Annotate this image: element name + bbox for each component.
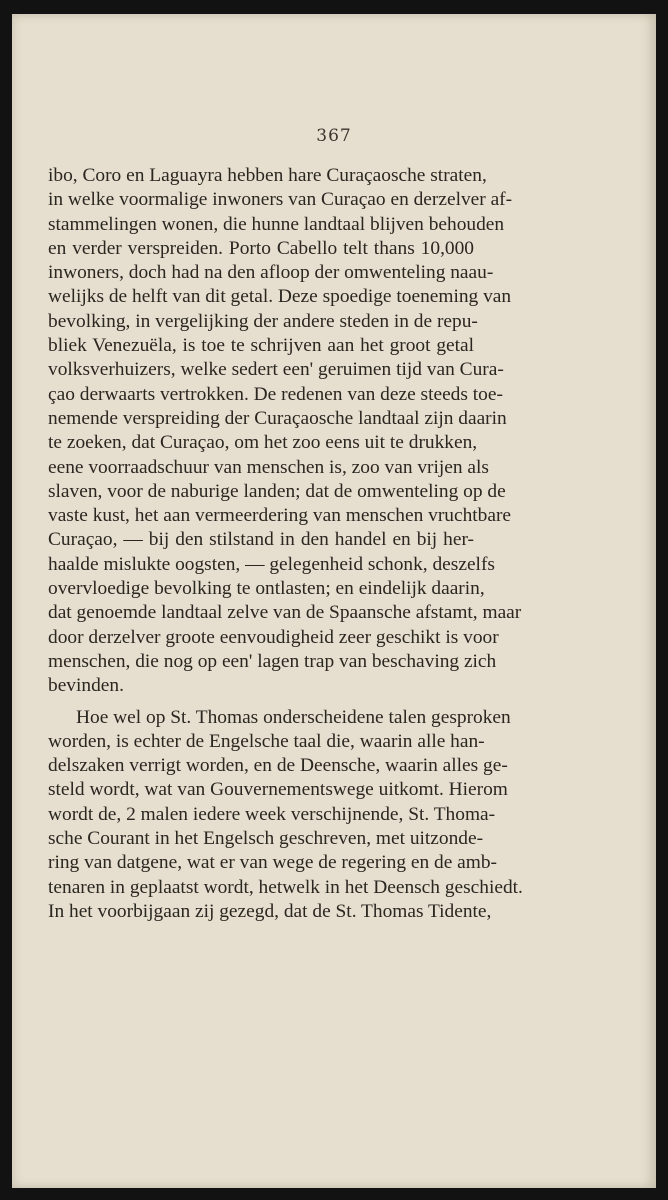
body-text bbox=[48, 164, 523, 924]
text-line: wordt de, 2 malen iedere week verschijnende, St. Thoma- bbox=[48, 803, 496, 825]
text-line: In het voorbijgaan zij gezegd, dat de St. Thomas Tidente, bbox=[48, 900, 492, 922]
text-line: stammelingen wonen, die hunne landtaal blijven behouden bbox=[48, 213, 505, 235]
text-line: inwoners, doch had na den afloop der omwenteling naau- bbox=[48, 262, 494, 284]
text-line: tenaren in geplaatst wordt, hetwelk in het Deensch geschiedt. bbox=[48, 876, 523, 898]
text-line: steld wordt, wat van Gouvernementswege uitkomt. Hierom bbox=[48, 779, 508, 801]
text-line: door derzelver groote eenvoudigheid zeer geschikt is voor bbox=[48, 626, 499, 648]
text-line: bliek Venezuëla, is toe te schrijven aan het groot getal bbox=[48, 335, 474, 357]
text-line: overvloedige bevolking te ontlasten; en eindelijk daarin, bbox=[48, 578, 485, 600]
paragraph bbox=[48, 164, 522, 699]
text-line: sche Courant in het Engelsch geschreven, met uitzonde- bbox=[48, 828, 484, 850]
text-line: delszaken verrigt worden, en de Deensche, waarin alles ge- bbox=[48, 755, 508, 777]
text-line: in welke voormalige inwoners van Curaçao en derzelver af- bbox=[48, 189, 513, 211]
paragraph-gap bbox=[48, 699, 474, 706]
text-line: bevinden. bbox=[48, 675, 124, 697]
text-line: ibo, Coro en Laguayra hebben hare Curaçaosche straten, bbox=[48, 165, 487, 186]
text-line: Curaçao, — bij den stilstand in den handel en bij her- bbox=[48, 529, 474, 551]
text-line: welijks de helft van dit getal. Deze spoedige toeneming van bbox=[48, 286, 512, 308]
text-line: vaste kust, het aan vermeerdering van menschen vruchtbare bbox=[48, 505, 512, 527]
book-page bbox=[12, 14, 656, 1188]
paragraph bbox=[48, 706, 523, 925]
text-line: Hoe wel op St. Thomas onderscheidene talen gesproken bbox=[76, 706, 511, 728]
text-line: worden, is echter de Engelsche taal die, waarin alle han- bbox=[48, 730, 485, 752]
text-line: te zoeken, dat Curaçao, om het zoo eens uit te drukken, bbox=[48, 432, 478, 454]
page-number: 367 bbox=[316, 126, 352, 146]
text-line: slaven, voor de naburige landen; dat de omwenteling op de bbox=[48, 480, 506, 502]
text-line: volksverhuizers, welke sedert een' geruimen tijd van Cura- bbox=[48, 359, 504, 381]
text-line: en verder verspreiden. Porto Cabello telt thans 10,000 bbox=[48, 237, 474, 259]
text-line: bevolking, in vergelijking der andere steden in de repu- bbox=[48, 310, 478, 332]
text-line: çao derwaarts vertrokken. De redenen van deze steeds toe- bbox=[48, 383, 503, 405]
text-line: eene voorraadschuur van menschen is, zoo van vrijen als bbox=[48, 456, 489, 478]
text-line: menschen, die nog op een' lagen trap van beschaving zich bbox=[48, 650, 497, 672]
text-line: dat genoemde landtaal zelve van de Spaansche afstamt, maar bbox=[48, 602, 522, 624]
text-line: haalde mislukte oogsten, — gelegenheid schonk, deszelfs bbox=[48, 553, 495, 575]
text-line: nemende verspreiding der Curaçaosche landtaal zijn daarin bbox=[48, 407, 507, 429]
text-line: ring van datgene, wat er van wege de regering en de amb- bbox=[48, 852, 498, 874]
